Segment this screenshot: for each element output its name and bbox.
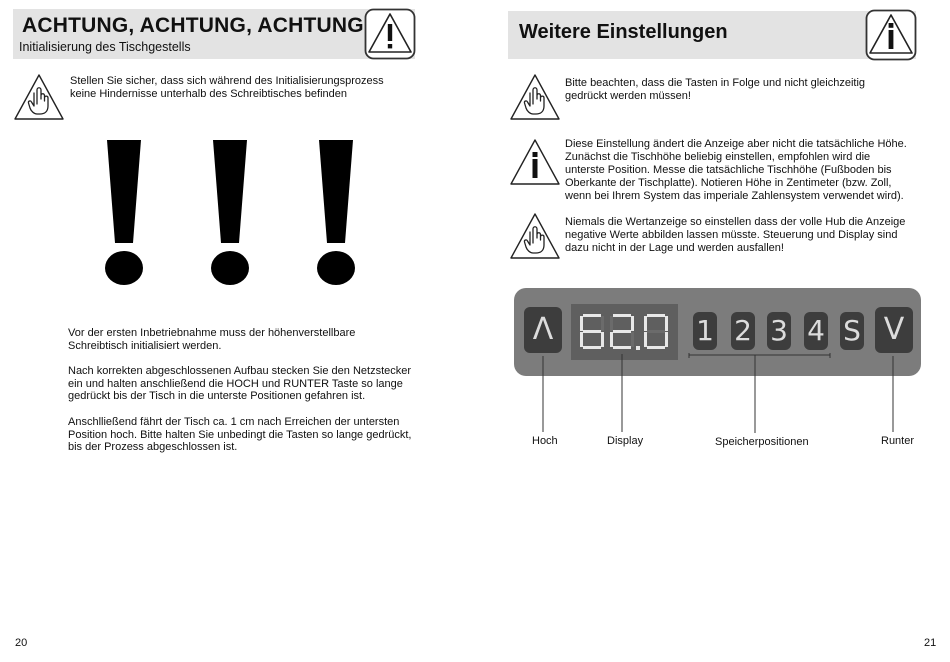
left-page-number: 20	[15, 637, 28, 649]
memory-key-2[interactable]: 2	[731, 312, 755, 350]
right-page-number: 21	[924, 637, 937, 649]
right-page-title: Weitere Einstellungen	[519, 21, 728, 43]
right-note-text-2: Diese Einstellung ändert die Anzeige aber nicht die tatsächliche Höhe. Zunächst die Tischhöhe beliebig einstellen, empfohlen wird die unterste Position. Messe die tatsächliche Tischhöhe (Fußboden bis Oberkante der Tischplatte). Notieren Höhe in Zentimeter (bzw. Zoll, wenn bei Ihrem System das imperiale Zahlensystem verwendet wird).	[565, 138, 907, 202]
up-key[interactable]: Λ	[524, 307, 562, 353]
left-paragraph-3: Anschlließend fährt der Tisch ca. 1 cm nach Erreichen der untersten Position hoch. Bitte halten Sie unbedingt die Tasten so lange gedrückt, bis der Prozess abgeschlossen ist.	[68, 416, 412, 454]
right-note-text-1: Bitte beachten, dass die Tasten in Folge und nicht gleichzeitig gedrückt werden müssen!	[565, 77, 866, 102]
left-page-subtitle: Initialisierung des Tischgestells	[19, 40, 191, 54]
memory-key-1[interactable]: 1	[693, 312, 717, 350]
left-page-title: ACHTUNG, ACHTUNG, ACHTUNG	[22, 14, 364, 37]
callout-down: Runter	[881, 435, 915, 447]
down-key[interactable]: V	[875, 307, 913, 353]
left-paragraph-2: Nach korrekten abgeschlossenen Aufbau stecken Sie den Netzstecker ein und halten anschließend die HOCH und RUNTER Taste so lange gedrückt bis der Tisch in die unterste Positionen gefahren ist.	[68, 365, 412, 403]
callout-memory: Speicherpositionen	[715, 436, 809, 448]
memory-key-4[interactable]: 4	[804, 312, 828, 350]
callout-display: Display	[607, 435, 644, 447]
right-note-text-3: Niemals die Wertanzeige so einstellen dass der volle Hub die Anzeige negative Werte abbilden lassen müsste. Steuerung und Display sind dazu nicht in der Lage und werden ausfallen!	[565, 216, 906, 254]
memory-key-3[interactable]: 3	[767, 312, 791, 350]
callout-up: Hoch	[532, 435, 558, 447]
left-note-text: Stellen Sie sicher, dass sich während des Initialisierungsprozess keine Hindernisse unterhalb des Schreibtisches befinden	[70, 75, 384, 100]
left-paragraph-1: Vor der ersten Inbetriebnahme muss der höhenverstellbare Schreibtisch initialisiert werden.	[68, 327, 356, 352]
save-key[interactable]: S	[840, 312, 864, 350]
